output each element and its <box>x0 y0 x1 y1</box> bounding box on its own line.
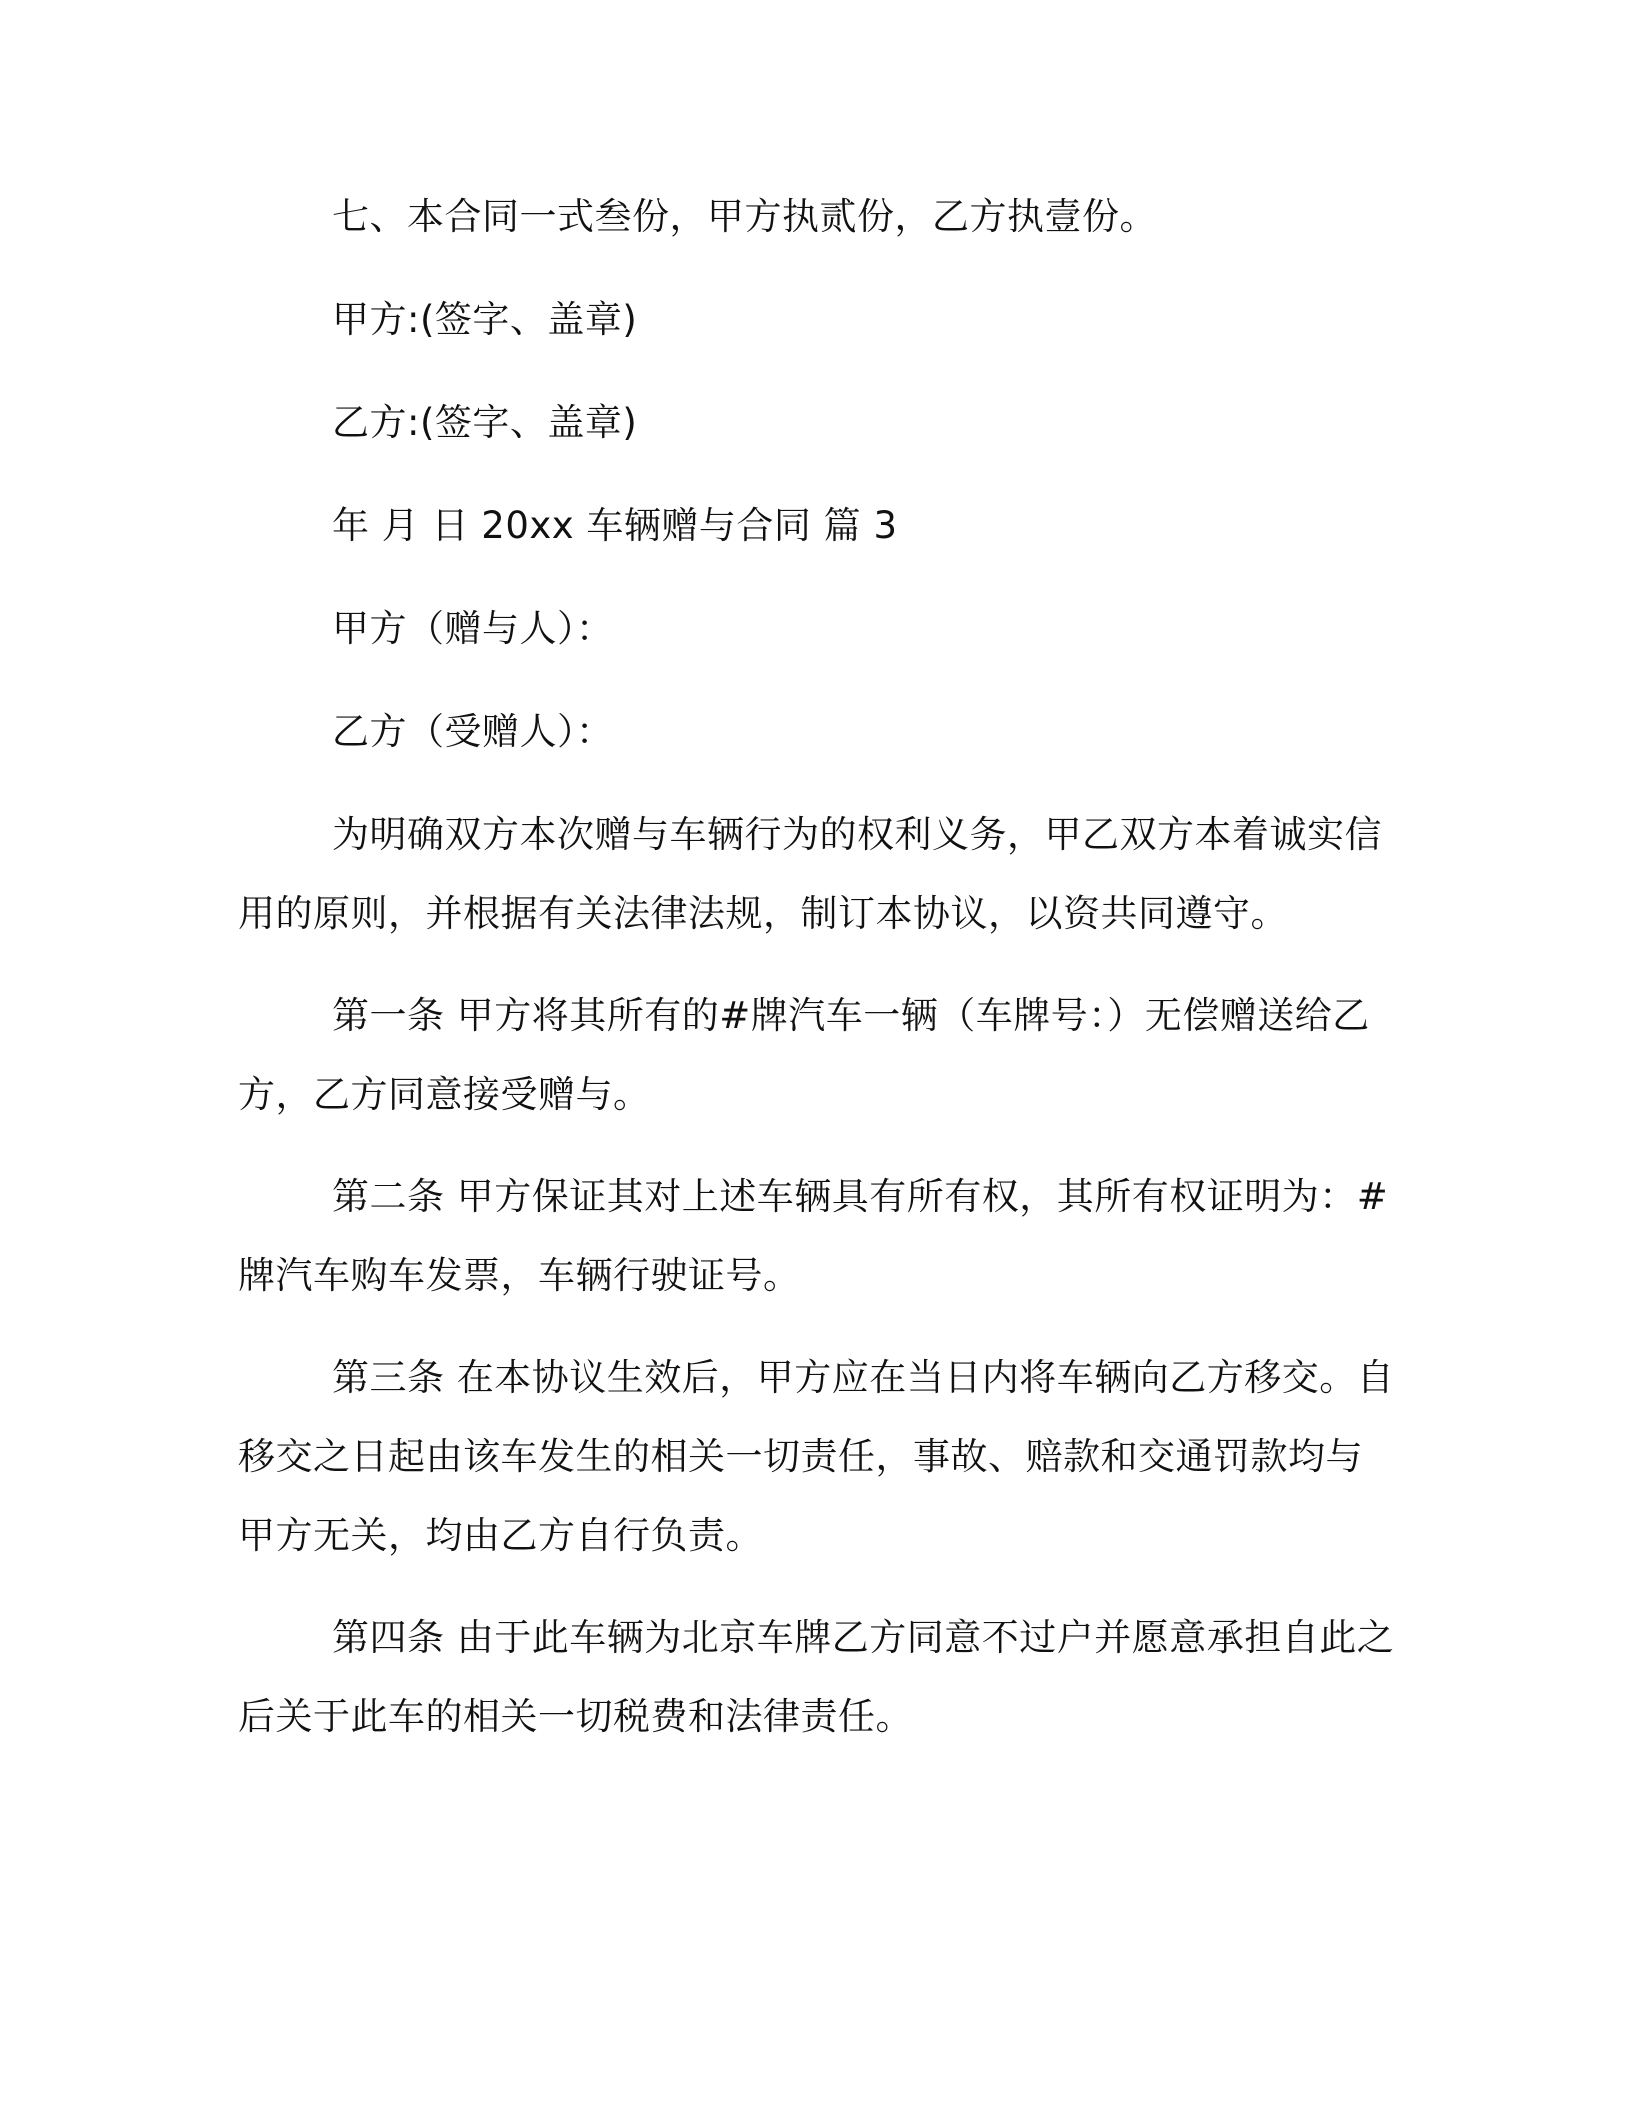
preamble-line-2: 用的原则，并根据有关法律法规，制订本协议，以资共同遵守。 <box>238 892 1288 935</box>
article-three-line-3: 甲方无关，均由乙方自行负责。 <box>238 1514 763 1557</box>
article-three-line-2: 移交之日起由该车发生的相关一切责任，事故、赔款和交通罚款均与 <box>238 1435 1363 1478</box>
article-four-line-1: 第四条 由于此车辆为北京车牌乙方同意不过户并愿意承担自此之 <box>332 1616 1395 1659</box>
article-two-line-1: 第二条 甲方保证其对上述车辆具有所有权，其所有权证明为：# <box>332 1175 1389 1218</box>
article-three-line-1: 第三条 在本协议生效后，甲方应在当日内将车辆向乙方移交。自 <box>332 1356 1395 1399</box>
article-one-line-2: 方，乙方同意接受赠与。 <box>238 1073 651 1116</box>
clause-seven-copies: 七、本合同一式叁份，甲方执贰份，乙方执壹份。 <box>332 195 1157 238</box>
article-two-line-2: 牌汽车购车发票，车辆行驶证号。 <box>238 1254 801 1297</box>
date-and-section-heading: 年 月 日 20xx 车辆赠与合同 篇 3 <box>332 504 898 547</box>
article-four-line-2: 后关于此车的相关一切税费和法律责任。 <box>238 1695 913 1738</box>
party-b-signature-line: 乙方:(签字、盖章) <box>332 401 638 444</box>
party-a-signature-line: 甲方:(签字、盖章) <box>332 298 638 341</box>
article-one-line-1: 第一条 甲方将其所有的#牌汽车一辆（车牌号：）无偿赠送给乙 <box>332 994 1370 1037</box>
preamble-line-1: 为明确双方本次赠与车辆行为的权利义务，甲乙双方本着诚实信 <box>332 813 1382 856</box>
party-b-recipient-label: 乙方（受赠人）： <box>332 710 614 753</box>
party-a-donor-label: 甲方（赠与人）： <box>332 607 614 650</box>
